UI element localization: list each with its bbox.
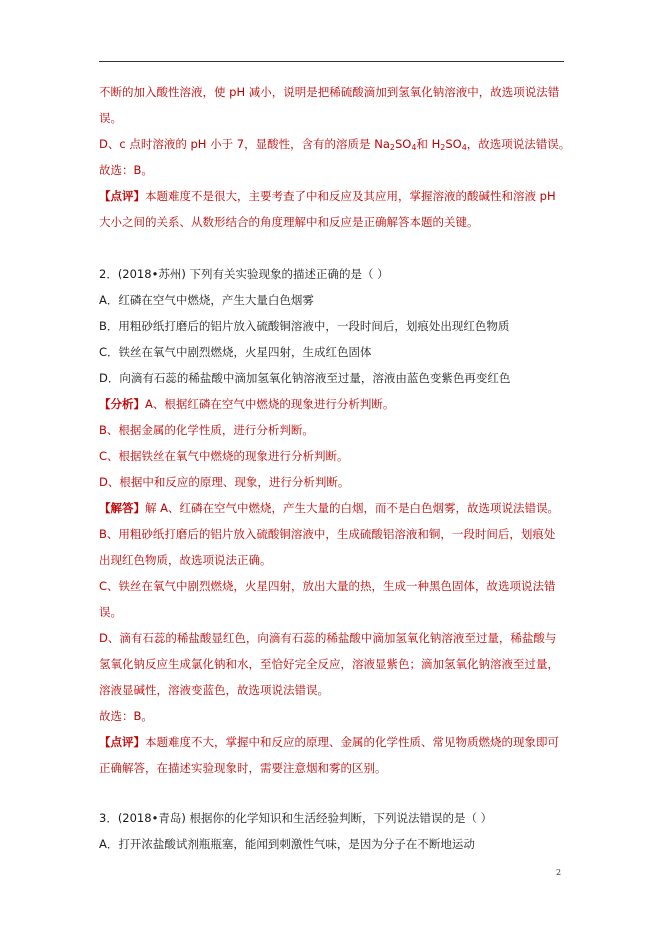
comment-tag: 【点评】 — [99, 189, 145, 203]
answer-line: B、用粗砂纸打磨后的铝片放入硫酸铜溶液中，生成硫酸铝溶液和铜，一段时间后，划痕处 — [99, 527, 556, 541]
analysis-line: C、根据铁丝在氧气中燃烧的现象进行分析判断。 — [99, 449, 349, 463]
answer-line: 出现红色物质，故选项说法正确。 — [99, 553, 272, 567]
option-c: C．铁丝在氧气中剧烈燃烧，火星四射，生成红色固体 — [99, 345, 372, 359]
analysis-tag: 【分析】 — [99, 397, 145, 411]
text-line: 误。 — [99, 111, 122, 125]
text-line-formula: D、c 点时溶液的 pH 小于 7，显酸性，含有的溶质是 $Na_2SO_4$和 $H_2SO_4$，故选项说法错误。 — [99, 137, 571, 152]
choice-line: 故选：B。 — [99, 709, 153, 723]
comment-line: 正确解答，在描述实验现象时，需要注意烟和雾的区别。 — [99, 761, 387, 775]
page-content — [99, 84, 571, 852]
option-a: A．红磷在空气中燃烧，产生大量白色烟雾 — [99, 293, 314, 307]
answer-line: 氢氧化钠反应生成氯化钠和水，至恰好完全反应，溶液显紫色；滴加氢氧化钠溶液至过量， — [99, 657, 559, 671]
question-stem: 2．(2018•苏州) 下列有关实验现象的描述正确的是（ ） — [99, 267, 389, 281]
text-line: 大小之间的关系、从数形结合的角度理解中和反应是正确解答本题的关键。 — [99, 215, 479, 229]
answer-line: C、铁丝在氧气中剧烈燃烧，火星四射，放出大量的热，生成一种黑色固体，故选项说法错 — [99, 579, 556, 593]
text-line: 不断的加入酸性溶液，使 pH 减小，说明是把稀硫酸滴加到氢氧化钠溶液中，故选项说法错 — [99, 85, 560, 99]
option-d: D．向滴有石蕊的稀盐酸中滴加氢氧化钠溶液至过量，溶液由蓝色变紫色再变红色 — [99, 371, 511, 385]
page-number: 2 — [556, 868, 562, 877]
answer-line: 【解答】解 A、红磷在空气中燃烧，产生大量的白烟，而不是白色烟雾，故选项说法错误。 — [99, 501, 560, 515]
analysis-line: B、根据金属的化学性质，进行分析判断。 — [99, 423, 314, 437]
answer-line: D、滴有石蕊的稀盐酸显红色，向滴有石蕊的稀盐酸中滴加氢氧化钠溶液至过量，稀盐酸与 — [99, 631, 557, 645]
option-a: A．打开浓盐酸试剂瓶瓶塞，能闻到刺激性气味，是因为分子在不断地运动 — [99, 837, 475, 851]
analysis-line: D、根据中和反应的原理、现象，进行分析判断。 — [99, 475, 350, 489]
answer-line: 溶液显碱性，溶液变蓝色，故选项说法错误。 — [99, 683, 329, 697]
comment-line: 【点评】本题难度不大，掌握中和反应的原理、金属的化学性质、常见物质燃烧的现象即可 — [99, 735, 559, 749]
choice-line: 故选：B。 — [99, 163, 153, 177]
answer-line: 误。 — [99, 605, 122, 619]
analysis-line: 【分析】A、根据红磷在空气中燃烧的现象进行分析判断。 — [99, 397, 395, 411]
answer-tag: 【解答】 — [99, 501, 145, 515]
question-stem: 3．(2018•青岛) 根据你的化学知识和生活经验判断，下列说法错误的是（ ） — [99, 811, 493, 825]
comment-tag: 【点评】 — [99, 735, 145, 749]
option-b: B．用粗砂纸打磨后的铝片放入硫酸铜溶液中，一段时间后，划痕处出现红色物质 — [99, 319, 510, 333]
comment-line: 【点评】本题难度不是很大，主要考查了中和反应及其应用，掌握溶液的酸碱性和溶液 pH — [99, 189, 556, 203]
header-rule — [99, 61, 564, 62]
